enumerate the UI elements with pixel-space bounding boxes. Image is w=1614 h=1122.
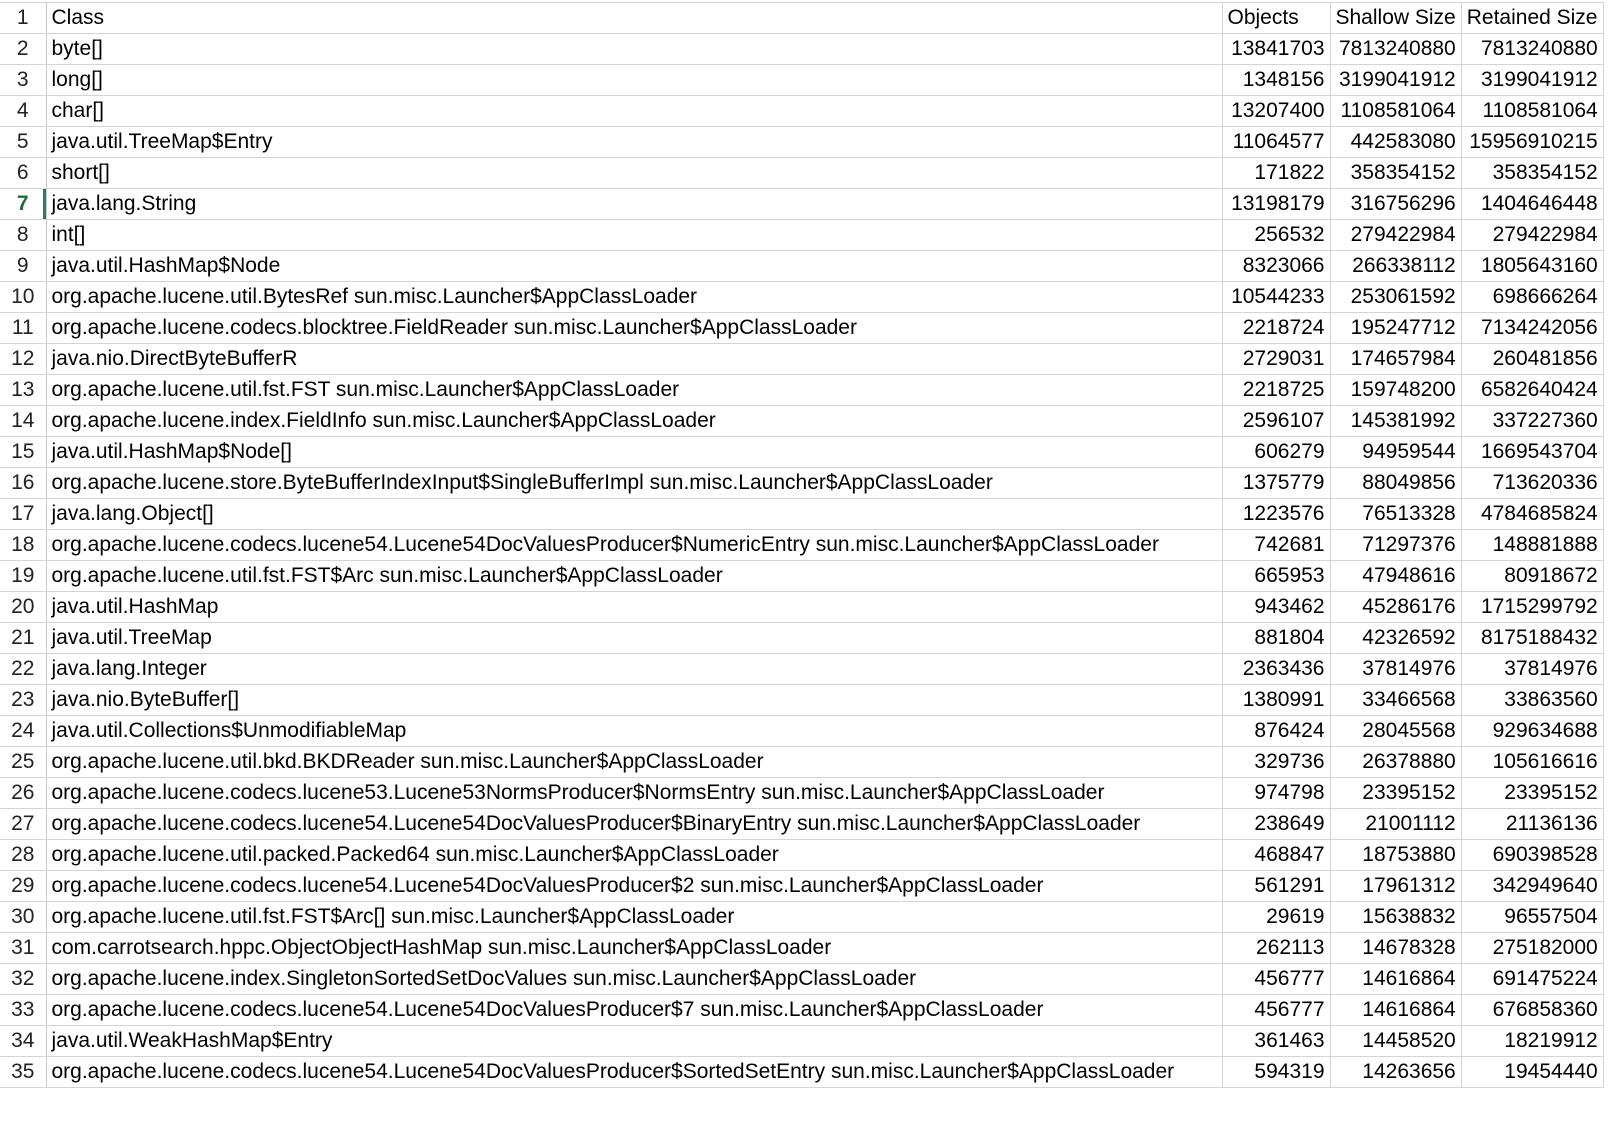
table-row — [0, 716, 1603, 747]
table-row — [0, 840, 1603, 871]
class-cell[interactable]: org.apache.lucene.codecs.lucene53.Lucene53NormsProducer$NormsEntry sun.misc.Launcher$AppClassLoader — [46, 778, 1222, 809]
shallow-size-cell[interactable]: 7813240880 — [1330, 34, 1461, 65]
shallow-size-cell[interactable]: 145381992 — [1330, 406, 1461, 437]
retained-size-cell[interactable]: 1669543704 — [1461, 437, 1603, 468]
row-number[interactable]: 26 — [0, 778, 46, 809]
retained-size-cell[interactable]: 713620336 — [1461, 468, 1603, 499]
table-row — [0, 406, 1603, 437]
class-cell[interactable]: java.util.HashMap$Node[] — [46, 437, 1222, 468]
shallow-size-cell[interactable]: 1108581064 — [1330, 96, 1461, 127]
shallow-size-cell[interactable]: 14616864 — [1330, 964, 1461, 995]
row-number[interactable]: 20 — [0, 592, 46, 623]
class-cell[interactable]: java.nio.ByteBuffer[] — [46, 685, 1222, 716]
retained-size-cell[interactable]: 3199041912 — [1461, 65, 1603, 96]
retained-size-cell[interactable]: 21136136 — [1461, 809, 1603, 840]
row-number[interactable]: 15 — [0, 437, 46, 468]
table-row — [0, 499, 1603, 530]
class-cell[interactable]: org.apache.lucene.codecs.blocktree.FieldReader sun.misc.Launcher$AppClassLoader — [46, 313, 1222, 344]
row-number[interactable]: 2 — [0, 34, 46, 65]
class-cell[interactable]: org.apache.lucene.util.fst.FST$Arc sun.misc.Launcher$AppClassLoader — [46, 561, 1222, 592]
shallow-size-cell[interactable]: 94959544 — [1330, 437, 1461, 468]
shallow-size-cell[interactable]: 316756296 — [1330, 189, 1461, 220]
shallow-size-cell[interactable]: 33466568 — [1330, 685, 1461, 716]
retained-size-cell[interactable]: 1404646448 — [1461, 189, 1603, 220]
class-cell[interactable]: char[] — [46, 96, 1222, 127]
shallow-size-cell[interactable]: 37814976 — [1330, 654, 1461, 685]
shallow-size-cell[interactable]: 3199041912 — [1330, 65, 1461, 96]
shallow-size-cell[interactable]: 358354152 — [1330, 158, 1461, 189]
objects-cell[interactable]: 13198179 — [1222, 189, 1330, 220]
objects-cell[interactable]: 13841703 — [1222, 34, 1330, 65]
shallow-size-cell[interactable]: 42326592 — [1330, 623, 1461, 654]
table-row — [0, 530, 1603, 561]
table-row — [0, 437, 1603, 468]
retained-size-cell[interactable]: 690398528 — [1461, 840, 1603, 871]
class-cell[interactable]: java.util.HashMap — [46, 592, 1222, 623]
row-number[interactable]: 24 — [0, 716, 46, 747]
objects-cell[interactable]: 329736 — [1222, 747, 1330, 778]
row-number[interactable]: 8 — [0, 220, 46, 251]
row-number[interactable]: 13 — [0, 375, 46, 406]
row-number[interactable]: 14 — [0, 406, 46, 437]
class-cell[interactable]: org.apache.lucene.index.FieldInfo sun.misc.Launcher$AppClassLoader — [46, 406, 1222, 437]
objects-cell[interactable]: 943462 — [1222, 592, 1330, 623]
objects-cell[interactable]: 2596107 — [1222, 406, 1330, 437]
shallow-size-cell[interactable]: 174657984 — [1330, 344, 1461, 375]
row-number[interactable]: 16 — [0, 468, 46, 499]
objects-cell[interactable]: 468847 — [1222, 840, 1330, 871]
class-cell[interactable]: org.apache.lucene.util.fst.FST sun.misc.Launcher$AppClassLoader — [46, 375, 1222, 406]
class-cell[interactable]: java.util.TreeMap — [46, 623, 1222, 654]
objects-cell[interactable]: 606279 — [1222, 437, 1330, 468]
retained-size-cell[interactable]: 23395152 — [1461, 778, 1603, 809]
retained-size-cell[interactable]: 342949640 — [1461, 871, 1603, 902]
table-row — [0, 127, 1603, 158]
table-row — [0, 220, 1603, 251]
table-row — [0, 375, 1603, 406]
table-row — [0, 933, 1603, 964]
row-number[interactable]: 9 — [0, 251, 46, 282]
table-row — [0, 778, 1603, 809]
objects-cell[interactable]: 256532 — [1222, 220, 1330, 251]
class-cell[interactable]: org.apache.lucene.codecs.lucene54.Lucene54DocValuesProducer$SortedSetEntry sun.misc.Launcher$AppClassLoader — [46, 1057, 1222, 1088]
row-number[interactable]: 5 — [0, 127, 46, 158]
spreadsheet-grid — [0, 2, 1604, 1088]
table-row — [0, 1057, 1603, 1088]
shallow-size-cell[interactable]: 47948616 — [1330, 561, 1461, 592]
class-cell[interactable]: java.lang.String — [46, 189, 1222, 220]
objects-cell[interactable]: 594319 — [1222, 1057, 1330, 1088]
class-cell[interactable]: java.lang.Object[] — [46, 499, 1222, 530]
objects-cell[interactable]: 974798 — [1222, 778, 1330, 809]
row-number[interactable]: 32 — [0, 964, 46, 995]
class-cell[interactable]: java.util.HashMap$Node — [46, 251, 1222, 282]
row-number[interactable]: 33 — [0, 995, 46, 1026]
class-cell[interactable]: com.carrotsearch.hppc.ObjectObjectHashMap sun.misc.Launcher$AppClassLoader — [46, 933, 1222, 964]
class-cell[interactable]: int[] — [46, 220, 1222, 251]
retained-size-cell[interactable]: 6582640424 — [1461, 375, 1603, 406]
retained-size-cell[interactable]: 929634688 — [1461, 716, 1603, 747]
class-cell[interactable]: java.util.Collections$UnmodifiableMap — [46, 716, 1222, 747]
table-row — [0, 654, 1603, 685]
objects-cell[interactable]: 238649 — [1222, 809, 1330, 840]
table-row — [0, 1026, 1603, 1057]
shallow-size-cell[interactable]: 14263656 — [1330, 1057, 1461, 1088]
objects-cell[interactable]: 10544233 — [1222, 282, 1330, 313]
objects-cell[interactable]: 171822 — [1222, 158, 1330, 189]
table-row — [0, 189, 1603, 220]
shallow-size-cell[interactable]: 76513328 — [1330, 499, 1461, 530]
objects-cell[interactable]: 2363436 — [1222, 654, 1330, 685]
row-number[interactable]: 3 — [0, 65, 46, 96]
shallow-size-cell[interactable]: 21001112 — [1330, 809, 1461, 840]
retained-size-cell[interactable]: 691475224 — [1461, 964, 1603, 995]
shallow-size-cell[interactable]: 266338112 — [1330, 251, 1461, 282]
class-cell[interactable]: java.nio.DirectByteBufferR — [46, 344, 1222, 375]
shallow-size-cell[interactable]: 195247712 — [1330, 313, 1461, 344]
table-row — [0, 809, 1603, 840]
class-cell[interactable]: org.apache.lucene.util.BytesRef sun.misc.Launcher$AppClassLoader — [46, 282, 1222, 313]
shallow-size-cell[interactable]: 159748200 — [1330, 375, 1461, 406]
retained-size-cell[interactable]: 7813240880 — [1461, 34, 1603, 65]
retained-size-cell[interactable]: 698666264 — [1461, 282, 1603, 313]
shallow-size-cell[interactable]: 28045568 — [1330, 716, 1461, 747]
objects-cell[interactable]: 361463 — [1222, 1026, 1330, 1057]
class-cell[interactable]: org.apache.lucene.codecs.lucene54.Lucene54DocValuesProducer$BinaryEntry sun.misc.Launcher$AppClassLoader — [46, 809, 1222, 840]
row-number[interactable]: 4 — [0, 96, 46, 127]
objects-cell[interactable]: 8323066 — [1222, 251, 1330, 282]
row-number[interactable]: 35 — [0, 1057, 46, 1088]
retained-size-cell[interactable]: 358354152 — [1461, 158, 1603, 189]
row-number[interactable]: 7 — [0, 189, 46, 220]
retained-size-cell[interactable]: 4784685824 — [1461, 499, 1603, 530]
row-number[interactable]: 22 — [0, 654, 46, 685]
table-row — [0, 561, 1603, 592]
row-number[interactable]: 17 — [0, 499, 46, 530]
shallow-size-cell[interactable]: 17961312 — [1330, 871, 1461, 902]
table-row — [0, 995, 1603, 1026]
retained-size-cell[interactable]: 80918672 — [1461, 561, 1603, 592]
class-cell[interactable]: org.apache.lucene.store.ByteBufferIndexInput$SingleBufferImpl sun.misc.Launcher$AppClassLoader — [46, 468, 1222, 499]
row-number[interactable]: 6 — [0, 158, 46, 189]
shallow-size-cell[interactable]: 88049856 — [1330, 468, 1461, 499]
class-cell[interactable]: short[] — [46, 158, 1222, 189]
retained-size-cell[interactable]: 279422984 — [1461, 220, 1603, 251]
header-row — [0, 3, 1603, 34]
shallow-size-cell[interactable]: 279422984 — [1330, 220, 1461, 251]
objects-cell[interactable]: 2218725 — [1222, 375, 1330, 406]
table-row — [0, 592, 1603, 623]
header-class-cell[interactable]: Class — [46, 3, 1222, 34]
retained-size-cell[interactable]: 676858360 — [1461, 995, 1603, 1026]
objects-cell[interactable]: 1223576 — [1222, 499, 1330, 530]
row-number[interactable]: 11 — [0, 313, 46, 344]
class-cell[interactable]: byte[] — [46, 34, 1222, 65]
table-row — [0, 747, 1603, 778]
retained-size-cell[interactable]: 37814976 — [1461, 654, 1603, 685]
table-row — [0, 96, 1603, 127]
header-retained-size-cell[interactable]: Retained Size — [1461, 3, 1603, 34]
row-number[interactable]: 30 — [0, 902, 46, 933]
objects-cell[interactable]: 456777 — [1222, 964, 1330, 995]
row-number[interactable]: 29 — [0, 871, 46, 902]
row-number[interactable]: 12 — [0, 344, 46, 375]
row-number[interactable]: 10 — [0, 282, 46, 313]
shallow-size-cell[interactable]: 442583080 — [1330, 127, 1461, 158]
row-number[interactable]: 1 — [0, 3, 46, 34]
shallow-size-cell[interactable]: 18753880 — [1330, 840, 1461, 871]
retained-size-cell[interactable]: 18219912 — [1461, 1026, 1603, 1057]
header-shallow-size-cell[interactable]: Shallow Size — [1330, 3, 1461, 34]
row-number[interactable]: 23 — [0, 685, 46, 716]
row-number[interactable]: 18 — [0, 530, 46, 561]
objects-cell[interactable]: 456777 — [1222, 995, 1330, 1026]
table-row — [0, 158, 1603, 189]
class-cell[interactable]: org.apache.lucene.codecs.lucene54.Lucene54DocValuesProducer$2 sun.misc.Launcher$AppClassLoader — [46, 871, 1222, 902]
retained-size-cell[interactable]: 33863560 — [1461, 685, 1603, 716]
objects-cell[interactable]: 1348156 — [1222, 65, 1330, 96]
class-cell[interactable]: long[] — [46, 65, 1222, 96]
table-row — [0, 685, 1603, 716]
table-row — [0, 34, 1603, 65]
row-number[interactable]: 27 — [0, 809, 46, 840]
row-number[interactable]: 25 — [0, 747, 46, 778]
row-number[interactable]: 28 — [0, 840, 46, 871]
row-number[interactable]: 31 — [0, 933, 46, 964]
objects-cell[interactable]: 742681 — [1222, 530, 1330, 561]
row-number[interactable]: 21 — [0, 623, 46, 654]
retained-size-cell[interactable]: 19454440 — [1461, 1057, 1603, 1088]
shallow-size-cell[interactable]: 26378880 — [1330, 747, 1461, 778]
shallow-size-cell[interactable]: 15638832 — [1330, 902, 1461, 933]
row-number[interactable]: 34 — [0, 1026, 46, 1057]
table-row — [0, 871, 1603, 902]
shallow-size-cell[interactable]: 45286176 — [1330, 592, 1461, 623]
class-cell[interactable]: org.apache.lucene.codecs.lucene54.Lucene54DocValuesProducer$7 sun.misc.Launcher$AppClassLoader — [46, 995, 1222, 1026]
table-row — [0, 344, 1603, 375]
table-row — [0, 251, 1603, 282]
objects-cell[interactable]: 665953 — [1222, 561, 1330, 592]
objects-cell[interactable]: 1380991 — [1222, 685, 1330, 716]
table-row — [0, 964, 1603, 995]
objects-cell[interactable]: 29619 — [1222, 902, 1330, 933]
retained-size-cell[interactable]: 8175188432 — [1461, 623, 1603, 654]
shallow-size-cell[interactable]: 253061592 — [1330, 282, 1461, 313]
shallow-size-cell[interactable]: 71297376 — [1330, 530, 1461, 561]
shallow-size-cell[interactable]: 14678328 — [1330, 933, 1461, 964]
table-row — [0, 65, 1603, 96]
objects-cell[interactable]: 262113 — [1222, 933, 1330, 964]
objects-cell[interactable]: 11064577 — [1222, 127, 1330, 158]
shallow-size-cell[interactable]: 23395152 — [1330, 778, 1461, 809]
retained-size-cell[interactable]: 96557504 — [1461, 902, 1603, 933]
class-cell[interactable]: java.util.TreeMap$Entry — [46, 127, 1222, 158]
table-row — [0, 313, 1603, 344]
retained-size-cell[interactable]: 337227360 — [1461, 406, 1603, 437]
objects-cell[interactable]: 2218724 — [1222, 313, 1330, 344]
objects-cell[interactable]: 2729031 — [1222, 344, 1330, 375]
objects-cell[interactable]: 1375779 — [1222, 468, 1330, 499]
table-row — [0, 902, 1603, 933]
retained-size-cell[interactable]: 15956910215 — [1461, 127, 1603, 158]
retained-size-cell[interactable]: 1805643160 — [1461, 251, 1603, 282]
shallow-size-cell[interactable]: 14458520 — [1330, 1026, 1461, 1057]
retained-size-cell[interactable]: 1715299792 — [1461, 592, 1603, 623]
retained-size-cell[interactable]: 275182000 — [1461, 933, 1603, 964]
retained-size-cell[interactable]: 1108581064 — [1461, 96, 1603, 127]
retained-size-cell[interactable]: 260481856 — [1461, 344, 1603, 375]
shallow-size-cell[interactable]: 14616864 — [1330, 995, 1461, 1026]
retained-size-cell[interactable]: 105616616 — [1461, 747, 1603, 778]
table-row — [0, 623, 1603, 654]
table-row — [0, 282, 1603, 313]
class-cell[interactable]: org.apache.lucene.util.bkd.BKDReader sun.misc.Launcher$AppClassLoader — [46, 747, 1222, 778]
class-cell[interactable]: org.apache.lucene.util.packed.Packed64 sun.misc.Launcher$AppClassLoader — [46, 840, 1222, 871]
class-cell[interactable]: org.apache.lucene.codecs.lucene54.Lucene54DocValuesProducer$NumericEntry sun.misc.Launcher$AppClassLoader — [46, 530, 1222, 561]
class-cell[interactable]: java.util.WeakHashMap$Entry — [46, 1026, 1222, 1057]
retained-size-cell[interactable]: 148881888 — [1461, 530, 1603, 561]
class-cell[interactable]: org.apache.lucene.index.SingletonSortedSetDocValues sun.misc.Launcher$AppClassLoader — [46, 964, 1222, 995]
row-number[interactable]: 19 — [0, 561, 46, 592]
retained-size-cell[interactable]: 7134242056 — [1461, 313, 1603, 344]
header-objects-cell[interactable]: Objects — [1222, 3, 1330, 34]
objects-cell[interactable]: 13207400 — [1222, 96, 1330, 127]
objects-cell[interactable]: 561291 — [1222, 871, 1330, 902]
class-cell[interactable]: org.apache.lucene.util.fst.FST$Arc[] sun.misc.Launcher$AppClassLoader — [46, 902, 1222, 933]
class-cell[interactable]: java.lang.Integer — [46, 654, 1222, 685]
table-row — [0, 468, 1603, 499]
objects-cell[interactable]: 876424 — [1222, 716, 1330, 747]
objects-cell[interactable]: 881804 — [1222, 623, 1330, 654]
